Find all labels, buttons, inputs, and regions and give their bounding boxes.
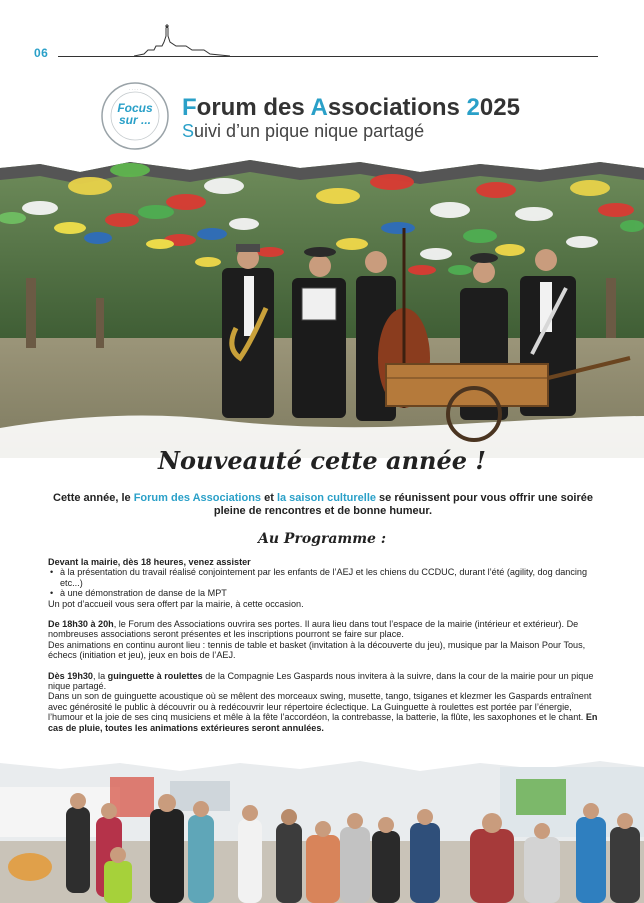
intro-paragraph bbox=[40, 492, 606, 518]
programme-p1-list bbox=[48, 567, 608, 598]
badge-line1: Focus bbox=[117, 101, 153, 115]
badge-line2: sur ... bbox=[118, 113, 151, 127]
programme-p3-body: Dans un son de guinguette acoustique où se mêlent des morceaux swing, musette, tango, tsiganes et klezmer les Gaspards entraînent avec générosité le public à découvrir ou à redécouvrir leur répertoire éclectique. La Guinguette à roulettes est portée par l’énergie, l’humour et la joie de ses cinq musiciens et mêle à la fête l’accordéon, la contrebasse, la batterie, la flûte, les saxophones et le chant. bbox=[48, 691, 592, 723]
subtitle-accent: S bbox=[182, 121, 195, 141]
title-accent-2: A bbox=[310, 94, 328, 121]
forum-crowd-photo bbox=[0, 757, 644, 903]
programme-p3 bbox=[48, 671, 608, 692]
programme-p2-text2: Des animations en continu auront lieu : tennis de table et basket (invitation à la découverte du jeu), musique par la Maison Pour Tous, échecs (initiation et jeu), jeux en bois de l’AEJ. bbox=[48, 639, 586, 661]
intro-text-1: Cette année, le bbox=[53, 492, 134, 504]
programme-body bbox=[48, 557, 608, 733]
focus-badge bbox=[101, 82, 169, 150]
header-divider bbox=[58, 56, 598, 57]
svg-text:· · · · ·: · · · · · bbox=[128, 87, 142, 92]
programme-p2-bold: De 18h30 à 20h bbox=[48, 619, 114, 630]
programme-p2-text: , le Forum des Associations ouvrira ses portes. Il aura lieu dans tout l’espace de la mairie (intérieur et extérieur). De nombreuses associations seront présentes et les inscriptions pourront se faire sur place. bbox=[48, 619, 579, 640]
programme-p3-t1: , la bbox=[93, 670, 108, 681]
programme-p1-end: Un pot d’accueil vous sera offert par la mairie, à cette occasion. bbox=[48, 598, 304, 609]
programme-p1-bold: Devant la mairie, dès 18 heures, venez assister bbox=[48, 557, 251, 567]
intro-highlight-saison: la saison culturelle bbox=[276, 492, 376, 504]
title-accent-1: F bbox=[182, 94, 197, 121]
programme-p3-bold1: Dès 19h30 bbox=[48, 670, 93, 681]
section-heading: Nouveauté cette année ! bbox=[158, 446, 486, 475]
badge-label bbox=[101, 102, 169, 126]
title-text-1: orum des bbox=[196, 94, 311, 121]
programme-heading: Au Programme : bbox=[258, 531, 386, 547]
page-title bbox=[182, 94, 520, 122]
subtitle-text: uivi d’un pique nique partagé bbox=[194, 121, 425, 141]
list-item: • à une démonstration de danse de la MPT bbox=[48, 588, 608, 598]
intro-highlight-forum: Forum des Associations bbox=[133, 492, 262, 504]
intro-text-2: et bbox=[261, 492, 277, 504]
title-accent-3: 2 bbox=[466, 94, 480, 121]
page-subtitle bbox=[182, 121, 424, 142]
programme-p3-text2 bbox=[48, 691, 608, 733]
intro-text-3: se réunissent pour vous offrir une soirée pleine de rencontres et de bonne humeur. bbox=[213, 492, 593, 517]
programme-p3-t2: de la Compagnie Les Gaspards nous invitera à la suivre, dans la cour de la mairie pour un pique nique partagé. bbox=[48, 670, 594, 692]
page-number: 06 bbox=[34, 46, 49, 60]
programme-p3-bold2: guinguette à roulettes bbox=[107, 670, 203, 681]
programme-p3-bold3: En cas de pluie, toutes les animations extérieures seront annulées. bbox=[48, 712, 598, 733]
title-text-2: ssociations bbox=[327, 94, 467, 121]
band-photo bbox=[0, 158, 644, 458]
programme-p2 bbox=[48, 619, 608, 640]
title-text-3: 025 bbox=[479, 94, 520, 121]
village-church-icon bbox=[134, 24, 230, 58]
list-item: • à la présentation du travail réalisé conjointement par les enfants de l’AEJ et les chiens du CCDUC, durant l’été (agility, dog dancing etc...) bbox=[48, 567, 608, 588]
